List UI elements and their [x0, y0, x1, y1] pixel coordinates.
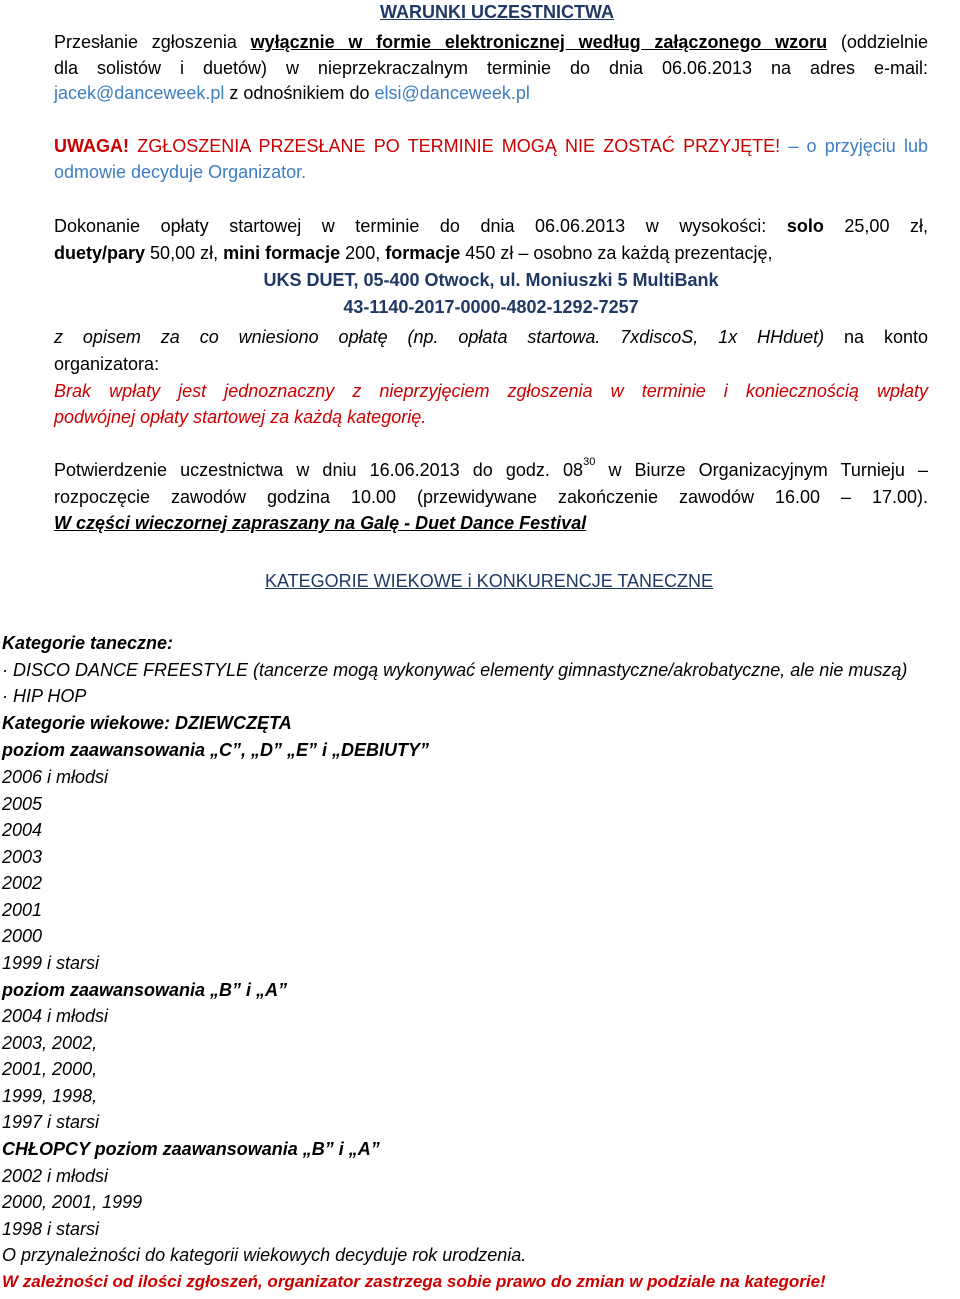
payment-warning-line-2: podwójnej opłaty startowej za każdą kategorię.	[54, 407, 427, 427]
dance-categories-heading: Kategorie taneczne:	[2, 633, 174, 653]
confirm-time-sup: 30	[583, 456, 596, 468]
age-group-item: 2003, 2002,	[2, 1033, 98, 1053]
age-group-item: 2000	[2, 926, 43, 946]
age-categories-heading: Kategorie wiekowe: DZIEWCZĘTA	[2, 713, 292, 733]
gala-invitation: W części wieczornej zapraszany na Galę - Duet Dance Festival	[54, 513, 587, 533]
warning-caps: ZGŁOSZENIA PRZESŁANE PO TERMINIE MOGĄ NIE ZOSTAĆ PRZYJĘTE!	[137, 136, 781, 156]
submission-paragraph-line-3	[54, 84, 530, 102]
girls-cde-heading: poziom zaawansowania „C”, „D” „E” i „DEBIUTY”	[2, 740, 430, 760]
submission-paragraph-line-2: dla solistów i duetów) w nieprzekraczalnym terminie do dnia 06.06.2013 na adres e-mail:	[54, 58, 928, 78]
age-group-item: 2006 i młodsi	[2, 767, 109, 787]
age-group-item: 1997 i starsi	[2, 1112, 100, 1132]
age-group-item: 2001	[2, 900, 43, 920]
girls-ba-heading: poziom zaawansowania „B” i „A”	[2, 980, 288, 1000]
dance-category-item: · HIP HOP	[2, 687, 86, 705]
payment-line-2	[54, 244, 773, 262]
payment-line-6: organizatora:	[54, 354, 160, 374]
payment-warning-line-1	[54, 382, 928, 400]
confirm-date-text: Potwierdzenie uczestnictwa w dniu 16.06.2013 do godz. 08	[54, 460, 584, 480]
payment-mini-price: 200,	[345, 243, 381, 263]
payment-warning-a: Brak wpłaty jest jednoznaczny z nieprzyjęciem zgłoszenia	[54, 381, 593, 401]
payment-amount-label: w wysokości:	[645, 216, 767, 236]
warning-line-1	[54, 137, 928, 155]
confirm-line-1	[54, 456, 928, 480]
section-title-warunki: WARUNKI UCZESTNICTWA	[380, 2, 614, 22]
confirm-line-2: rozpoczęcie zawodów godzina 10.00 (przewidywane zakończenie zawodów 16.00 – 17.00).	[54, 487, 928, 507]
payment-description-note: z opisem za co wniesiono opłatę (np. opłata startowa. 7xdiscoS, 1x HHduet)	[54, 327, 825, 347]
dance-category-item: · DISCO DANCE FREESTYLE (tancerze mogą wykonywać elementy gimnastyczne/akrobatyczne, ale nie muszą)	[2, 661, 907, 679]
payment-line-1	[54, 217, 928, 235]
birth-year-note: O przynależności do kategorii wiekowych decyduje rok urodzenia.	[2, 1245, 527, 1265]
bank-account-number: 43-1140-2017-0000-4802-1292-7257	[343, 297, 639, 317]
submission-intro: Przesłanie zgłoszenia	[54, 32, 237, 52]
submission-emphasis: wyłącznie w formie elektronicznej według załączonego wzoru	[250, 32, 828, 52]
bank-recipient: UKS DUET, 05-400 Otwock, ul. Moniuszki 5 MultiBank	[263, 270, 719, 290]
age-group-item: 2004 i młodsi	[2, 1006, 109, 1026]
payment-formacje: formacje	[385, 243, 461, 263]
payment-warning-b: w terminie i koniecznością wpłaty	[610, 381, 928, 401]
warning-uwaga: UWAGA!	[54, 136, 129, 156]
age-group-item: 2004	[2, 820, 43, 840]
age-group-item: 1998 i starsi	[2, 1219, 100, 1239]
payment-duety: duety/pary	[54, 243, 146, 263]
email-mid-text: z odnośnikiem do	[229, 83, 370, 103]
payment-intro: Dokonanie opłaty startowej w terminie do dnia 06.06.2013	[54, 216, 626, 236]
payment-line-5	[54, 328, 928, 346]
confirm-date	[54, 456, 596, 480]
section-title-kategorie: KATEGORIE WIEKOWE i KONKURENCJE TANECZNE	[265, 571, 714, 591]
age-group-item: 2002 i młodsi	[2, 1166, 109, 1186]
payment-solo: solo	[786, 216, 824, 236]
payment-formacje-price: 450 zł – osobno za każdą prezentację,	[465, 243, 773, 263]
submission-paragraph-line-1	[54, 33, 928, 51]
boys-heading: CHŁOPCY poziom zaawansowania „B” i „A”	[2, 1139, 380, 1159]
payment-mini: mini formacje	[223, 243, 341, 263]
final-notice: W zależności od ilości zgłoszeń, organizator zastrzega sobie prawo do zmian w podziale na kategorie!	[2, 1272, 826, 1291]
submission-note: (oddzielnie	[840, 32, 928, 52]
age-group-item: 1999, 1998,	[2, 1086, 98, 1106]
confirm-office: w Biurze Organizacyjnym Turnieju –	[608, 460, 928, 480]
age-group-item: 2005	[2, 794, 43, 814]
warning-line-2: odmowie decyduje Organizator.	[54, 162, 307, 182]
age-group-item: 2000, 2001, 1999	[2, 1192, 143, 1212]
email-link-jacek[interactable]: jacek@danceweek.pl	[54, 83, 225, 103]
payment-solo-price: 25,00 zł,	[844, 216, 928, 236]
payment-duety-price: 50,00 zł,	[150, 243, 219, 263]
age-group-item: 2002	[2, 873, 43, 893]
email-link-elsi[interactable]: elsi@danceweek.pl	[374, 83, 530, 103]
age-group-item: 2001, 2000,	[2, 1059, 98, 1079]
warning-tail: – o przyjęciu lub	[788, 136, 928, 156]
age-group-item: 2003	[2, 847, 43, 867]
payment-to-account: na konto	[844, 327, 928, 347]
age-group-item: 1999 i starsi	[2, 953, 100, 973]
